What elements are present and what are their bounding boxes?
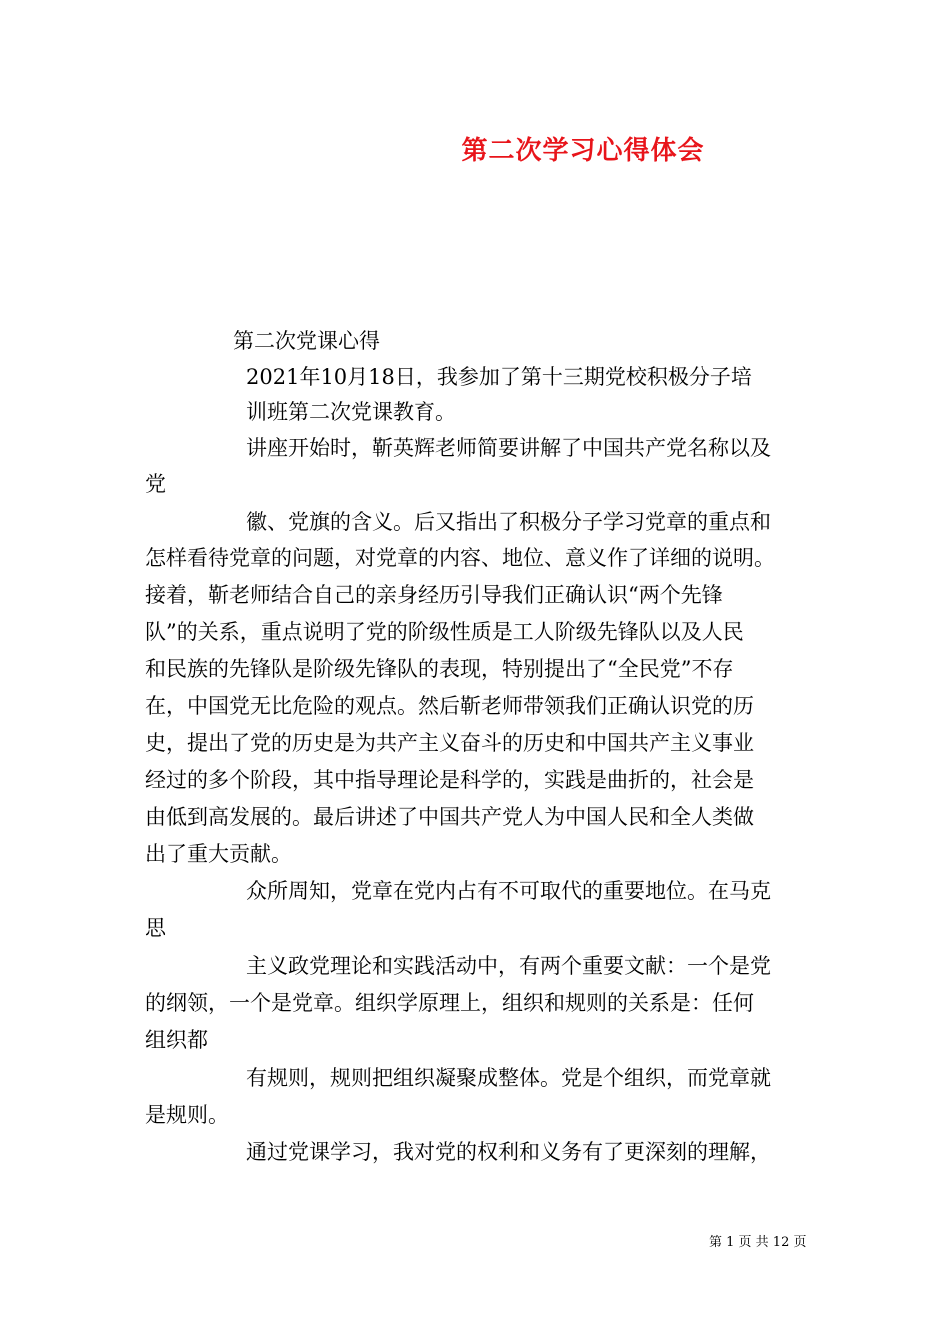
text-line: 徽、党旗的含义。后又指出了积极分子学习党章的重点和 [246, 510, 771, 534]
text-line: 主义政党理论和实践活动中，有两个重要文献：一个是党 [246, 954, 771, 978]
text-line: 思 [145, 916, 166, 940]
text-line: 众所周知，党章在党内占有不可取代的重要地位。在马克 [246, 879, 771, 903]
text-line: 出了重大贡献。 [145, 842, 292, 866]
page-number: 第 1 页 共 12 页 [709, 1235, 807, 1250]
text-line: 是规则。 [145, 1103, 229, 1127]
text-line: 接着，靳老师结合自己的亲身经历引导我们正确认识“两个先锋 [145, 583, 723, 607]
text-line: 队”的关系，重点说明了党的阶级性质是工人阶级先锋队以及人民 [145, 620, 744, 644]
text-line: 由低到高发展的。最后讲述了中国共产党人为中国人民和全人类做 [145, 805, 754, 829]
text-line: 史，提出了党的历史是为共产主义奋斗的历史和中国共产主义事业 [145, 731, 754, 755]
text-line: 第二次党课心得 [233, 329, 380, 353]
text-line: 党 [145, 472, 166, 496]
text-line: 经过的多个阶段，其中指导理论是科学的，实践是曲折的，社会是 [145, 768, 754, 792]
text-line: 和民族的先锋队是阶级先锋队的表现，特别提出了“全民党”不存 [145, 657, 734, 681]
text-line: 通过党课学习，我对党的权利和义务有了更深刻的理解， [246, 1140, 771, 1164]
text-line: 训班第二次党课教育。 [246, 400, 456, 424]
text-line: 在，中国党无比危险的观点。然后靳老师带领我们正确认识党的历 [145, 694, 754, 718]
text-line: 的纲领，一个是党章。组织学原理上，组织和规则的关系是：任何 [145, 991, 754, 1015]
text-line: 怎样看待党章的问题，对党章的内容、地位、意义作了详细的说明。 [145, 546, 775, 570]
text-line: 讲座开始时，靳英辉老师简要讲解了中国共产党名称以及 [246, 436, 771, 460]
text-line: 2021年10月18日，我参加了第十三期党校积极分子培 [246, 365, 752, 389]
text-line: 有规则，规则把组织凝聚成整体。党是个组织，而党章就 [246, 1066, 771, 1090]
document-title: 第二次学习心得体会 [461, 136, 705, 166]
text-line: 组织都 [145, 1028, 208, 1052]
